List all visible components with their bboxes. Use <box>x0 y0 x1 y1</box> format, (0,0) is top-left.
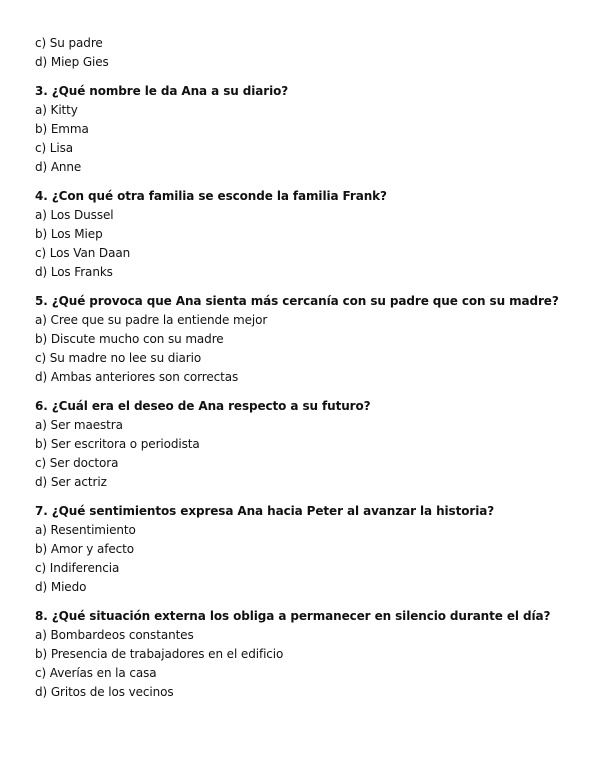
answer-option: d) Ambas anteriores son correctas <box>35 370 239 384</box>
answer-option: c) Lisa <box>35 141 74 155</box>
answer-option: b) Los Miep <box>35 227 103 241</box>
answer-option: d) Miedo <box>35 580 87 594</box>
question-7-title: 7. ¿Qué sentimientos expresa Ana hacia Peter al avanzar la historia? <box>35 504 495 518</box>
answer-option: c) Su padre <box>35 36 103 50</box>
answer-option: d) Gritos de los vecinos <box>35 685 174 699</box>
answer-option: a) Ser maestra <box>35 418 123 432</box>
question-4-title: 4. ¿Con qué otra familia se esconde la familia Frank? <box>35 189 387 203</box>
answer-option: c) Los Van Daan <box>35 246 131 260</box>
question-block-6 <box>35 397 575 492</box>
answer-option: a) Bombardeos constantes <box>35 628 194 642</box>
quiz-page <box>35 34 575 702</box>
answer-option: a) Los Dussel <box>35 208 114 222</box>
question-block-7 <box>35 502 575 597</box>
answer-option: b) Ser escritora o periodista <box>35 437 200 451</box>
answer-option: b) Discute mucho con su madre <box>35 332 224 346</box>
continued-options <box>35 34 575 72</box>
question-block-8 <box>35 607 575 702</box>
answer-option: b) Amor y afecto <box>35 542 135 556</box>
answer-option: a) Kitty <box>35 103 78 117</box>
question-block-4 <box>35 187 575 282</box>
question-block-3 <box>35 82 575 177</box>
answer-option: b) Presencia de trabajadores en el edificio <box>35 647 284 661</box>
answer-option: a) Resentimiento <box>35 523 136 537</box>
answer-option: c) Averías en la casa <box>35 666 157 680</box>
question-block-5 <box>35 292 575 387</box>
answer-option: a) Cree que su padre la entiende mejor <box>35 313 268 327</box>
question-6-title: 6. ¿Cuál era el deseo de Ana respecto a su futuro? <box>35 399 371 413</box>
answer-option: b) Emma <box>35 122 89 136</box>
question-8-title: 8. ¿Qué situación externa los obliga a permanecer en silencio durante el día? <box>35 609 551 623</box>
answer-option: c) Ser doctora <box>35 456 119 470</box>
question-5-title: 5. ¿Qué provoca que Ana sienta más cercanía con su padre que con su madre? <box>35 294 559 308</box>
answer-option: c) Indiferencia <box>35 561 120 575</box>
answer-option: d) Ser actriz <box>35 475 107 489</box>
answer-option: c) Su madre no lee su diario <box>35 351 202 365</box>
answer-option: d) Los Franks <box>35 265 113 279</box>
answer-option: d) Anne <box>35 160 82 174</box>
question-3-title: 3. ¿Qué nombre le da Ana a su diario? <box>35 84 289 98</box>
answer-option: d) Miep Gies <box>35 55 109 69</box>
